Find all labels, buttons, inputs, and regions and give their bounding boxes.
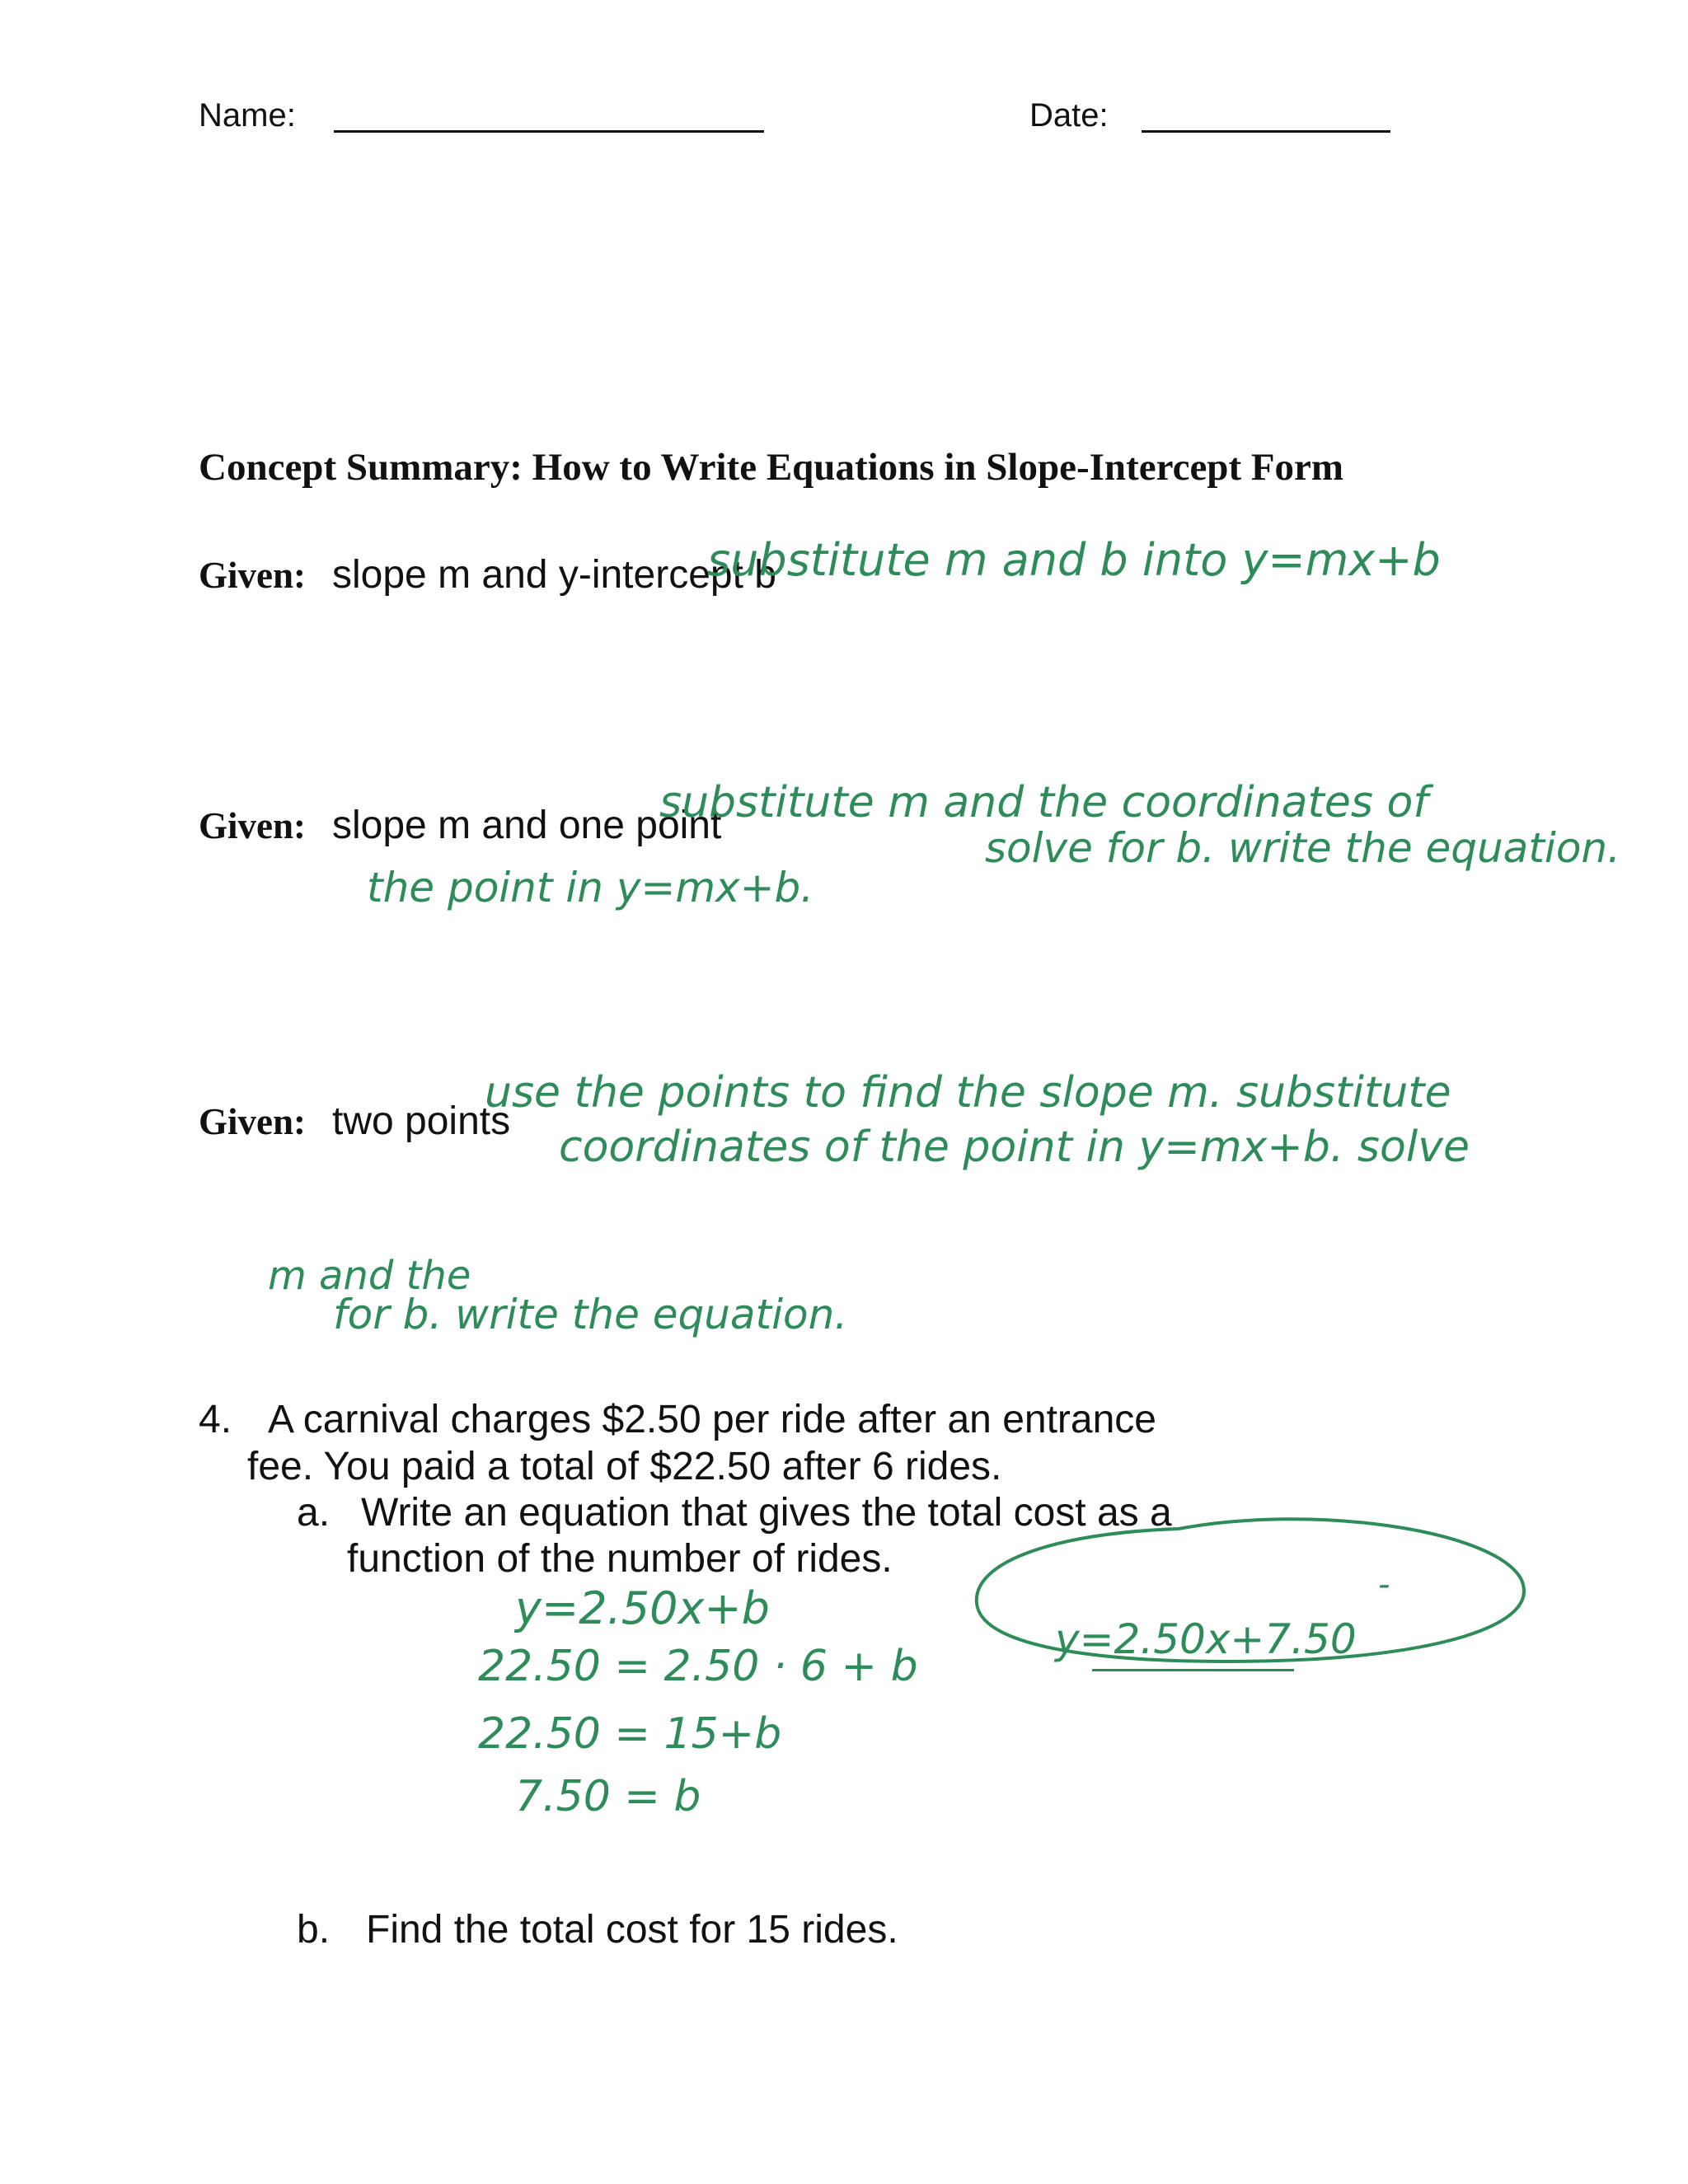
given-text-3: two points (332, 1099, 511, 1143)
part-a-line1: Write an equation that gives the total cost as a (361, 1491, 1172, 1535)
given-text-2: slope m and one point (332, 804, 722, 847)
name-blank-line (334, 130, 764, 133)
part-b-text: Find the total cost for 15 rides. (366, 1908, 898, 1952)
handwritten-note-3-line1: use the points to find the slope m. substitute (485, 1068, 1451, 1118)
given-label: Given: (199, 1101, 306, 1142)
date-label: Date: (1029, 97, 1109, 134)
given-label: Given: (199, 805, 306, 846)
handwritten-note-3-line4: for b. write the equation. (333, 1291, 848, 1338)
answer-equation: y=2.50x+7.50 (1055, 1615, 1357, 1663)
work-line-2: 22.50 = 2.50 · 6 + b (478, 1642, 918, 1691)
part-b-label: b. (297, 1908, 331, 1952)
handwritten-note-2-line1: substitute m and the coordinates of (659, 778, 1428, 827)
problem-text-line1: A carnival charges $2.50 per ride after an entrance (268, 1398, 1156, 1441)
given-row-1 (199, 552, 776, 598)
problem-number: 4. (199, 1398, 232, 1441)
problem-text-line2: fee. You paid a total of $22.50 after 6 rides. (247, 1445, 1002, 1488)
work-line-3: 22.50 = 15+b (478, 1709, 782, 1759)
handwritten-note-1: substitute m and b into y=mx+b (707, 534, 1441, 586)
concept-summary-title: Concept Summary: How to Write Equations in Slope-Intercept Form (199, 446, 1344, 489)
handwritten-note-2-line3: the point in y=mx+b. (367, 864, 814, 912)
work-line-4: 7.50 = b (515, 1772, 701, 1821)
part-a-line2: function of the number of rides. (347, 1537, 893, 1581)
given-label: Given: (199, 555, 306, 596)
given-row-2 (199, 803, 721, 848)
name-label: Name: (199, 97, 296, 134)
work-line-1: y=2.50x+b (515, 1582, 770, 1634)
answer-underline (1092, 1669, 1294, 1671)
part-a-label: a. (297, 1491, 331, 1535)
handwritten-note-3-line2: coordinates of the point in y=mx+b. solve (559, 1122, 1470, 1172)
handwritten-note-2-line2: solve for b. write the equation. (985, 824, 1620, 872)
stray-mark: - (1378, 1566, 1390, 1604)
given-row-3 (199, 1099, 510, 1144)
handwritten-note-3-line3: m and the (268, 1253, 471, 1299)
date-blank-line (1142, 130, 1390, 133)
given-text-1: slope m and y-intercept b (332, 553, 776, 597)
